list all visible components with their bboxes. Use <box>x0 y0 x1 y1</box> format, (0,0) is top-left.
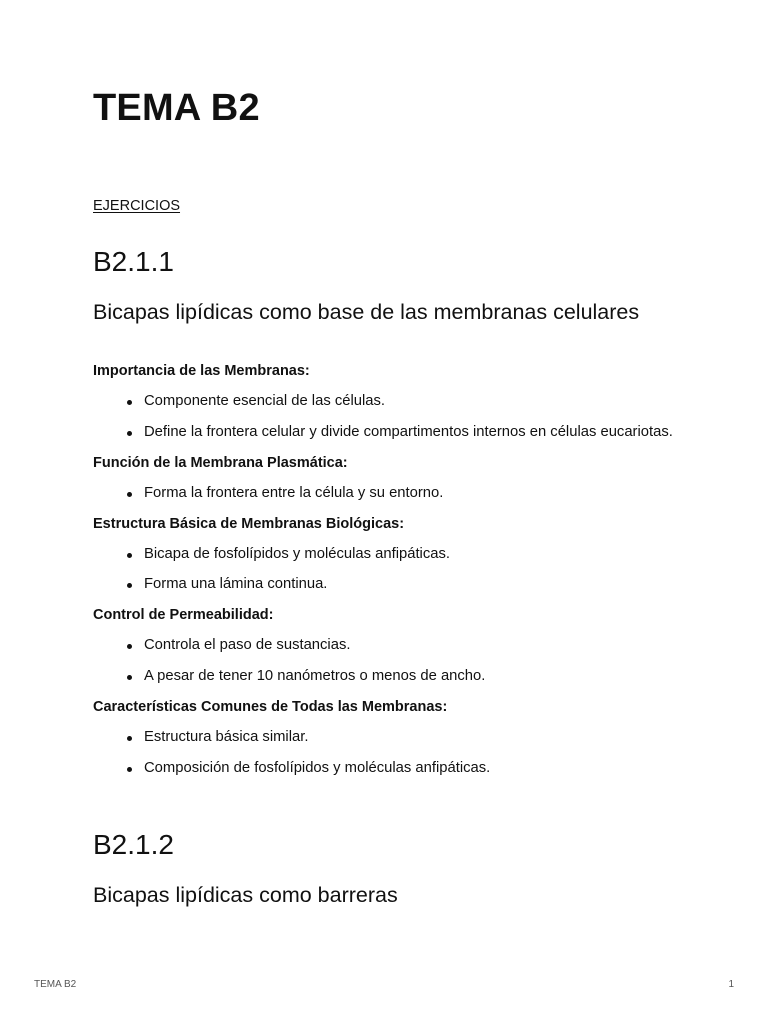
list-item: Estructura básica similar. <box>93 727 693 748</box>
footer-document-title: TEMA B2 <box>34 979 77 990</box>
list-item: Forma la frontera entre la célula y su entorno. <box>93 483 693 504</box>
section-title-b2-1-1: Bicapas lipídicas como base de las membranas celulares <box>93 300 640 324</box>
bullet-list <box>93 727 693 779</box>
list-item: Componente esencial de las células. <box>93 391 693 412</box>
bullet-list <box>93 544 693 595</box>
group-heading-estructura: Estructura Básica de Membranas Biológicas: <box>93 516 405 532</box>
document-title: TEMA B2 <box>93 87 260 129</box>
group-heading-importancia: Importancia de las Membranas: <box>93 363 310 379</box>
list-item: Bicapa de fosfolípidos y moléculas anfipáticas. <box>93 544 693 565</box>
list-item: Forma una lámina continua. <box>93 574 693 595</box>
group-heading-control: Control de Permeabilidad: <box>93 607 274 623</box>
footer-page-number: 1 <box>728 979 734 990</box>
section-content <box>93 360 693 779</box>
list-item: Define la frontera celular y divide compartimentos internos en células eucariotas. <box>93 422 693 443</box>
list-item: A pesar de tener 10 nanómetros o menos de ancho. <box>93 666 693 687</box>
bullet-list <box>93 391 693 443</box>
list-item: Composición de fosfolípidos y moléculas anfipáticas. <box>93 758 693 779</box>
group-heading-caracteristicas: Características Comunes de Todas las Membranas: <box>93 699 448 715</box>
bullet-list <box>93 635 693 687</box>
bullet-list <box>93 483 693 504</box>
group-heading-funcion: Función de la Membrana Plasmática: <box>93 455 348 471</box>
list-item: Controla el paso de sustancias. <box>93 635 693 656</box>
section-code-b2-1-2: B2.1.2 <box>93 829 174 860</box>
section-code-b2-1-1: B2.1.1 <box>93 246 174 277</box>
exercises-link[interactable]: EJERCICIOS <box>93 198 181 214</box>
section-title-b2-1-2: Bicapas lipídicas como barreras <box>93 883 398 907</box>
